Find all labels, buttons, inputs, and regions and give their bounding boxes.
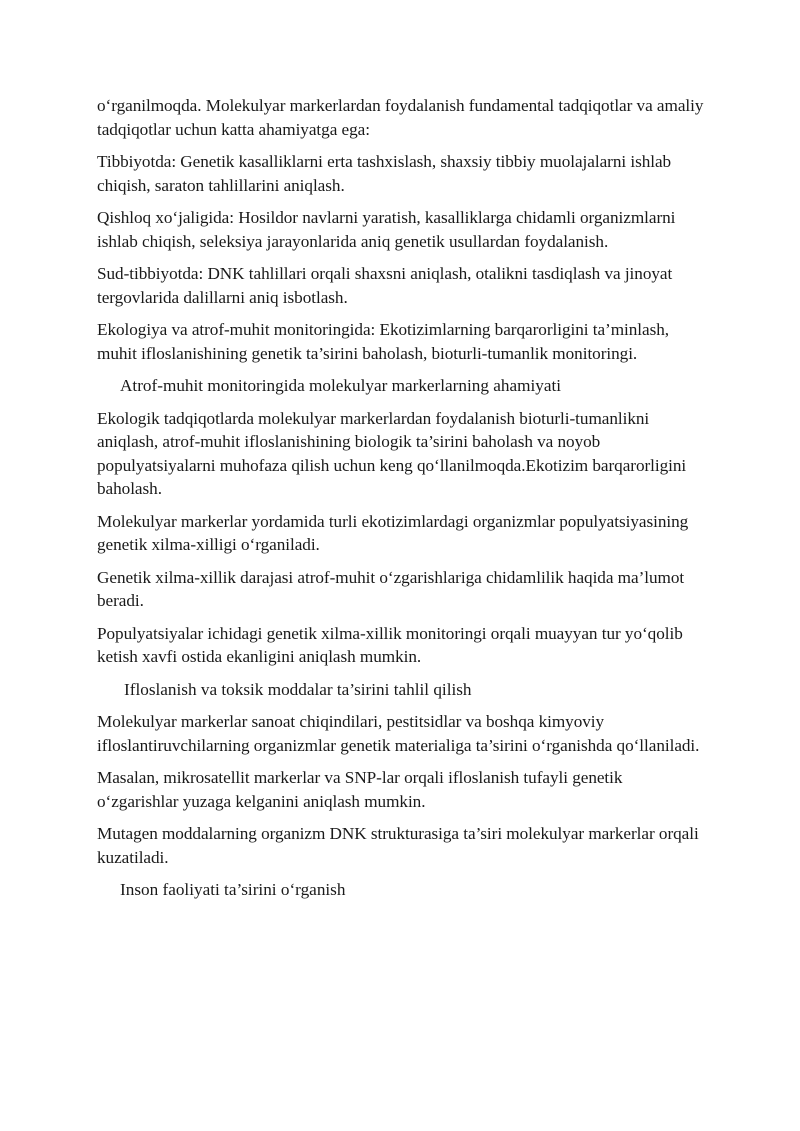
paragraph-ecology: Ekologiya va atrof-muhit monitoringida: Ekotizimlarning barqarorligini ta’minlash, muhit ifloslanishining genetik ta’sirini baholash, bioturli-tumanlik monitoringi. [97,320,670,363]
paragraph-diversity-level: Genetik xilma-xillik darajasi atrof-muhit o‘zgarishlariga chidamlilik haqida ma’lumot beradi. [97,567,685,610]
paragraph-pollutants: Molekulyar markerlar sanoat chiqindilari, pestitsidlar va boshqa kimyoviy ifloslantiruvchilarning organizmlar genetik materialiga ta’sirini o‘rganishda qo‘llaniladi. [97,712,700,755]
paragraph-population-diversity: Molekulyar markerlar yordamida turli ekotizimlardagi organizmlar populyatsiyasining genetik xilma-xilligi o‘rganiladi. [97,511,689,554]
paragraph-mutagens: Mutagen moddalarning organizm DNK strukturasiga ta’siri molekulyar markerlar orqali kuzatiladi. [97,824,699,867]
paragraph-forensics: Sud-tibbiyotda: DNK tahlillari orqali shaxsni aniqlash, otalikni tasdiqlash va jinoyat tergovlarida dalillarni aniq isbotlash. [97,264,673,307]
paragraph-agriculture: Qishloq xo‘jaligida: Hosildor navlarni yaratish, kasalliklarga chidamli organizmlarni ishlab chiqish, seleksiya jarayonlarida aniq genetik usullardan foydalanish. [97,208,676,251]
section-heading-environment-monitoring: Atrof-muhit monitoringida molekulyar markerlarning ahamiyati [120,376,562,395]
paragraph-microsatellite-snp: Masalan, mikrosatellit markerlar va SNP-lar orqali ifloslanish tufayli genetik o‘zgarishlar yuzaga kelganini aniqlash mumkin. [97,768,623,811]
section-heading-pollution-analysis: Ifloslanish va toksik moddalar ta’sirini tahlil qilish [124,679,472,699]
paragraph-ecological-research: Ekologik tadqiqotlarda molekulyar markerlardan foydalanish bioturli-tumanlikni aniqlash, atrof-muhit ifloslanishining biologik ta’sirini baholash va noyob populyatsiyalarni muhofaza qilish uchun keng qo‘llanilmoqda.Ekotizim barqarorligini baholash. [97,408,687,498]
paragraph-medicine: Tibbiyotda: Genetik kasalliklarni erta tashxislash, shaxsiy tibbiy muolajalarni ishlab chiqish, saraton tahlillarini aniqlash. [97,152,672,195]
paragraph-extinction-risk: Populyatsiyalar ichidagi genetik xilma-xillik monitoringi orqali muayyan tur yo‘qolib ketish xavfi ostida ekanligini aniqlash mumkin. [97,623,683,666]
paragraph-intro-continuation: o‘rganilmoqda. Molekulyar markerlardan foydalanish fundamental tadqiqotlar va amaliy tadqiqotlar uchun katta ahamiyatga ega: [97,96,704,139]
section-heading-human-impact: Inson faoliyati ta’sirini o‘rganish [120,880,346,899]
document-page [97,94,707,911]
